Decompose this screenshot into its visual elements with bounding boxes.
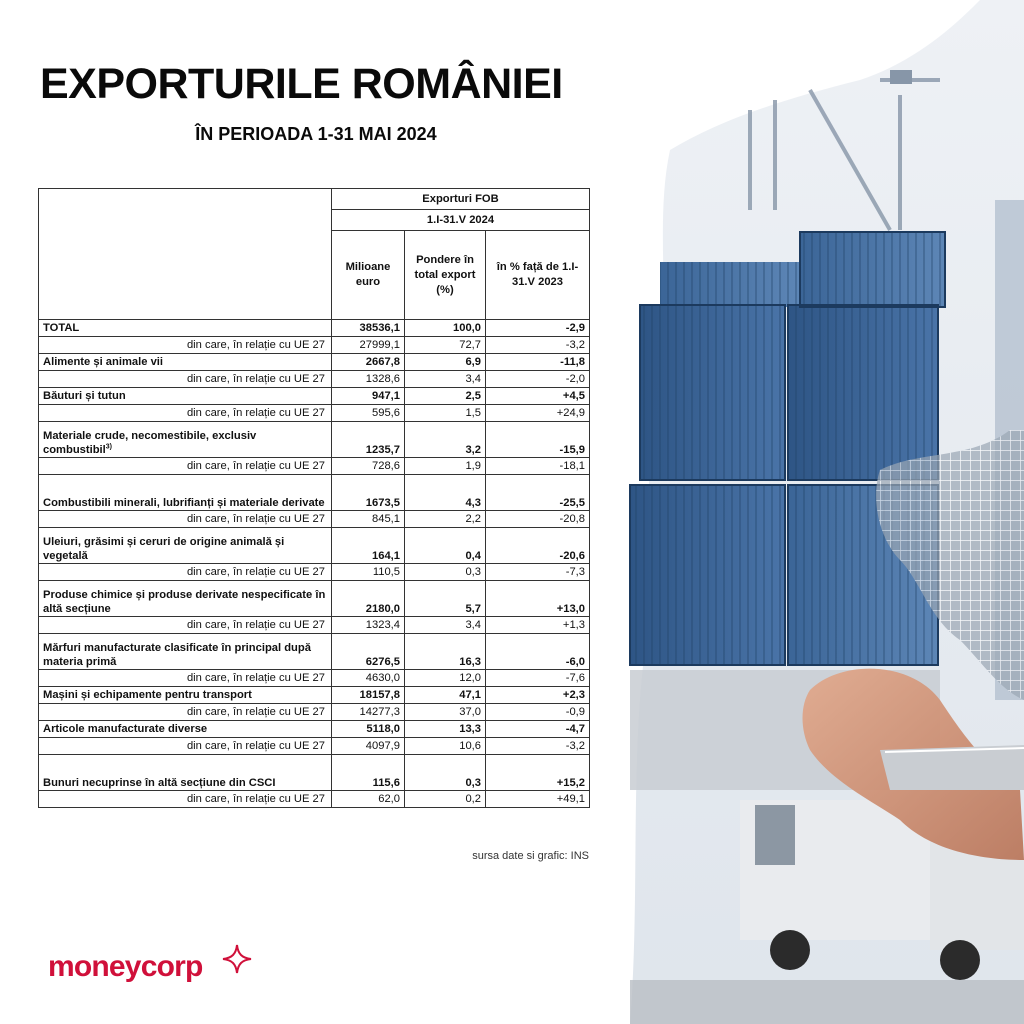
table-row-eu27	[39, 617, 590, 634]
row-label-text: din care, în relație cu UE 27	[186, 672, 325, 684]
table-row-eu27	[39, 670, 590, 687]
value-million-euro: 27999,1	[332, 337, 405, 354]
value-million-euro: 728,6	[332, 458, 405, 475]
column-header-change: în % față de 1.I-31.V 2023	[486, 231, 590, 320]
value-million-euro: 2180,0	[332, 581, 405, 617]
table-row-eu27	[39, 791, 590, 808]
value-change: -20,6	[486, 528, 590, 564]
row-label-text: din care, în relație cu UE 27	[186, 619, 325, 631]
row-label	[39, 371, 332, 388]
table-row-eu27	[39, 458, 590, 475]
value-million-euro: 5118,0	[332, 721, 405, 738]
row-label-text: Bunuri necuprinse în altă secțiune din CSCI	[43, 777, 276, 789]
footnote-marker: 3)	[105, 443, 113, 451]
value-million-euro: 110,5	[332, 564, 405, 581]
value-change: +24,9	[486, 405, 590, 422]
period-header: 1.I-31.V 2024	[332, 210, 590, 231]
moneycorp-logo	[48, 950, 203, 984]
page-title: EXPORTURILE ROMÂNIEI	[40, 60, 563, 108]
row-label-text: Mașini și echipamente pentru transport	[43, 689, 252, 701]
value-share: 12,0	[405, 670, 486, 687]
source-note: sursa date si grafic: INS	[472, 850, 589, 862]
row-label-text: din care, în relație cu UE 27	[186, 460, 325, 472]
row-label	[39, 755, 332, 791]
table-row-category	[39, 687, 590, 704]
row-label	[39, 634, 332, 670]
value-change: -3,2	[486, 337, 590, 354]
row-label-text: din care, în relație cu UE 27	[186, 373, 325, 385]
value-share: 0,3	[405, 564, 486, 581]
row-label	[39, 564, 332, 581]
value-change: -2,0	[486, 371, 590, 388]
value-change: -15,9	[486, 422, 590, 458]
row-label-text: Mărfuri manufacturate clasificate în principal după materia primă	[43, 642, 311, 668]
value-change: +4,5	[486, 388, 590, 405]
table-corner-cell	[39, 189, 332, 320]
row-label-text: din care, în relație cu UE 27	[186, 339, 325, 351]
row-label	[39, 791, 332, 808]
value-share: 6,9	[405, 354, 486, 371]
table-row-category	[39, 721, 590, 738]
table-row-category	[39, 422, 590, 458]
value-million-euro: 18157,8	[332, 687, 405, 704]
row-label	[39, 528, 332, 564]
row-label	[39, 704, 332, 721]
value-share: 1,5	[405, 405, 486, 422]
row-label	[39, 405, 332, 422]
value-change: -18,1	[486, 458, 590, 475]
row-label	[39, 458, 332, 475]
row-label	[39, 687, 332, 704]
row-label-text: Materiale crude, necomestibile, exclusiv combustibil	[43, 430, 257, 456]
value-million-euro: 2667,8	[332, 354, 405, 371]
table-row-eu27	[39, 564, 590, 581]
row-label-text: din care, în relație cu UE 27	[186, 740, 325, 752]
row-label	[39, 337, 332, 354]
value-change: +1,3	[486, 617, 590, 634]
table-body	[39, 320, 590, 808]
logo-money-text: money	[48, 950, 141, 983]
table-row-category	[39, 528, 590, 564]
value-change: -25,5	[486, 475, 590, 511]
table-row-category	[39, 475, 590, 511]
value-million-euro: 38536,1	[332, 320, 405, 337]
row-label-text: Uleiuri, grăsimi și ceruri de origine animală și vegetală	[43, 536, 285, 562]
value-change: +49,1	[486, 791, 590, 808]
row-label-text: Articole manufacturate diverse	[43, 723, 208, 735]
value-million-euro: 595,6	[332, 405, 405, 422]
value-share: 0,3	[405, 755, 486, 791]
row-label-text: din care, în relație cu UE 27	[186, 706, 325, 718]
value-million-euro: 1328,6	[332, 371, 405, 388]
row-label	[39, 320, 332, 337]
row-label	[39, 475, 332, 511]
value-million-euro: 6276,5	[332, 634, 405, 670]
value-change: -20,8	[486, 511, 590, 528]
value-change: -11,8	[486, 354, 590, 371]
value-change: -3,2	[486, 738, 590, 755]
column-header-share: Pondere în total export (%)	[405, 231, 486, 320]
row-label	[39, 422, 332, 458]
row-label-text: din care, în relație cu UE 27	[186, 407, 325, 419]
value-million-euro: 947,1	[332, 388, 405, 405]
value-change: +2,3	[486, 687, 590, 704]
column-header-million-euro: Milioane euro	[332, 231, 405, 320]
page-subtitle: ÎN PERIOADA 1-31 MAI 2024	[195, 124, 437, 144]
table-row-eu27	[39, 738, 590, 755]
value-share: 3,2	[405, 422, 486, 458]
group-header: Exporturi FOB	[332, 189, 590, 210]
row-label-text: din care, în relație cu UE 27	[186, 793, 325, 805]
value-share: 5,7	[405, 581, 486, 617]
value-million-euro: 1323,4	[332, 617, 405, 634]
table-row-eu27	[39, 405, 590, 422]
logo-corp-text: corp	[140, 950, 203, 983]
table-row-category	[39, 388, 590, 405]
value-share: 13,3	[405, 721, 486, 738]
row-label-text: din care, în relație cu UE 27	[186, 513, 325, 525]
row-label-text: din care, în relație cu UE 27	[186, 566, 325, 578]
value-share: 37,0	[405, 704, 486, 721]
value-million-euro: 4630,0	[332, 670, 405, 687]
value-million-euro: 845,1	[332, 511, 405, 528]
value-share: 2,2	[405, 511, 486, 528]
row-label	[39, 670, 332, 687]
table-row-category	[39, 320, 590, 337]
value-change: -4,7	[486, 721, 590, 738]
value-share: 3,4	[405, 617, 486, 634]
row-label	[39, 511, 332, 528]
value-change: -2,9	[486, 320, 590, 337]
row-label-text: Băuturi și tutun	[43, 390, 126, 402]
value-share: 1,9	[405, 458, 486, 475]
row-label	[39, 388, 332, 405]
row-label	[39, 721, 332, 738]
value-million-euro: 164,1	[332, 528, 405, 564]
value-share: 0,4	[405, 528, 486, 564]
value-share: 100,0	[405, 320, 486, 337]
row-label-text: Alimente și animale vii	[43, 356, 164, 368]
value-million-euro: 115,6	[332, 755, 405, 791]
value-million-euro: 1673,5	[332, 475, 405, 511]
sparkle-star-icon	[222, 944, 252, 974]
value-share: 2,5	[405, 388, 486, 405]
table-row-category	[39, 755, 590, 791]
table-row-eu27	[39, 371, 590, 388]
row-label	[39, 617, 332, 634]
table-row-eu27	[39, 704, 590, 721]
value-share: 3,4	[405, 371, 486, 388]
background-photo	[600, 0, 1024, 1024]
row-label-text: TOTAL	[43, 322, 80, 334]
table-row-eu27	[39, 337, 590, 354]
value-share: 4,3	[405, 475, 486, 511]
row-label-text: Combustibili minerali, lubrifianți și materiale derivate	[43, 497, 325, 509]
value-million-euro: 4097,9	[332, 738, 405, 755]
exports-table	[38, 188, 590, 808]
value-change: -7,3	[486, 564, 590, 581]
table-row-category	[39, 634, 590, 670]
value-change: -7,6	[486, 670, 590, 687]
table-row-category	[39, 581, 590, 617]
row-label	[39, 354, 332, 371]
value-change: +13,0	[486, 581, 590, 617]
row-label-text: Produse chimice și produse derivate nespecificate în altă secțiune	[43, 589, 326, 615]
value-share: 72,7	[405, 337, 486, 354]
value-million-euro: 14277,3	[332, 704, 405, 721]
row-label	[39, 581, 332, 617]
value-change: -0,9	[486, 704, 590, 721]
table-row-category	[39, 354, 590, 371]
value-share: 16,3	[405, 634, 486, 670]
row-label	[39, 738, 332, 755]
value-share: 10,6	[405, 738, 486, 755]
value-share: 0,2	[405, 791, 486, 808]
value-million-euro: 62,0	[332, 791, 405, 808]
value-million-euro: 1235,7	[332, 422, 405, 458]
value-change: +15,2	[486, 755, 590, 791]
table-row-eu27	[39, 511, 590, 528]
value-share: 47,1	[405, 687, 486, 704]
value-change: -6,0	[486, 634, 590, 670]
